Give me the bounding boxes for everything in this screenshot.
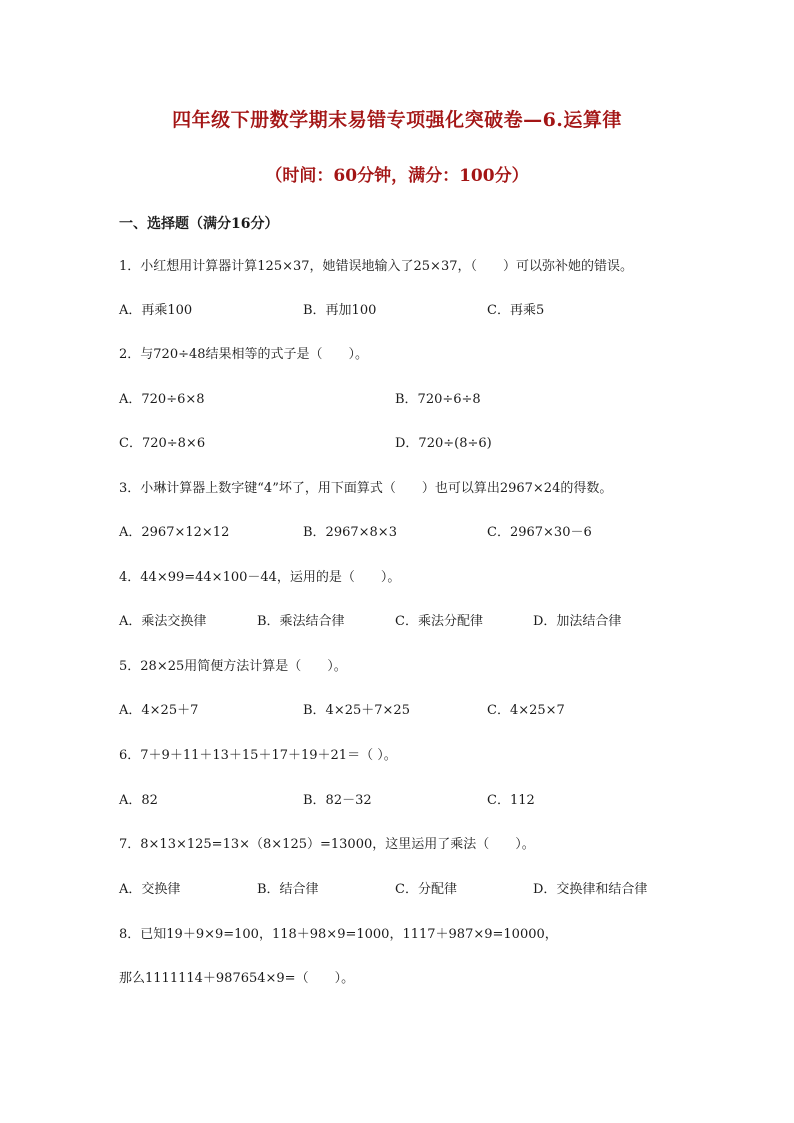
question-7-stem: 7．8×13×125=13×（8×125）=13000，这里运用了乘法（ ）。 xyxy=(119,837,535,852)
question-5-option-b: B．4×25＋7×25 xyxy=(303,703,410,718)
question-3-stem: 3．小琳计算器上数字键“4”坏了，用下面算式（ ）也可以算出2967×24的得数。 xyxy=(119,481,613,496)
question-7-option-c: C．分配律 xyxy=(395,882,457,897)
question-2-option-b: B．720÷6÷8 xyxy=(395,392,481,407)
question-2-option-c: C．720÷8×6 xyxy=(119,436,206,451)
question-4-option-a: A．乘法交换律 xyxy=(119,614,207,629)
section-heading: 一、选择题（满分16分） xyxy=(119,216,279,232)
question-1-option-b: B．再加100 xyxy=(303,303,377,318)
question-4-option-c: C．乘法分配律 xyxy=(395,614,483,629)
question-5-option-c: C．4×25×7 xyxy=(487,703,565,718)
question-4-option-d: D．加法结合律 xyxy=(533,614,622,629)
question-6-option-c: C．112 xyxy=(487,793,535,808)
question-5-option-a: A．4×25＋7 xyxy=(119,703,199,718)
question-6-option-a: A．82 xyxy=(119,793,158,808)
question-2-stem: 2．与720÷48结果相等的式子是（ ）。 xyxy=(119,347,369,362)
question-8-stem-continued: 那么1111114＋987654×9=（ ）。 xyxy=(119,971,355,986)
document-subtitle: （时间：60分钟，满分：100分） xyxy=(265,166,529,186)
question-1-stem: 1．小红想用计算器计算125×37，她错误地输入了25×37，（ ）可以弥补她的错误。 xyxy=(119,259,633,274)
question-5-stem: 5．28×25用简便方法计算是（ ）。 xyxy=(119,659,347,674)
question-7-option-b: B．结合律 xyxy=(257,882,319,897)
question-4-stem: 4．44×99=44×100－44，运用的是（ ）。 xyxy=(119,570,401,585)
question-3-option-c: C．2967×30－6 xyxy=(487,525,592,540)
question-2-option-a: A．720÷6×8 xyxy=(119,392,205,407)
question-3-option-a: A．2967×12×12 xyxy=(119,525,230,540)
question-2-option-d: D．720÷(8÷6) xyxy=(395,436,492,451)
question-6-stem: 6．7＋9＋11＋13＋15＋17＋19＋21＝（ ）。 xyxy=(119,748,397,763)
question-6-option-b: B．82－32 xyxy=(303,793,372,808)
question-7-option-d: D．交换律和结合律 xyxy=(533,882,648,897)
question-1-option-a: A．再乘100 xyxy=(119,303,193,318)
question-3-option-b: B．2967×8×3 xyxy=(303,525,397,540)
question-7-option-a: A．交换律 xyxy=(119,882,181,897)
question-8-stem: 8．已知19＋9×9=100，118＋98×9=1000，1117＋987×9=10000， xyxy=(119,927,558,942)
question-4-option-b: B．乘法结合律 xyxy=(257,614,345,629)
document-title: 四年级下册数学期末易错专项强化突破卷—6.运算律 xyxy=(172,109,622,131)
question-1-option-c: C．再乘5 xyxy=(487,303,545,318)
